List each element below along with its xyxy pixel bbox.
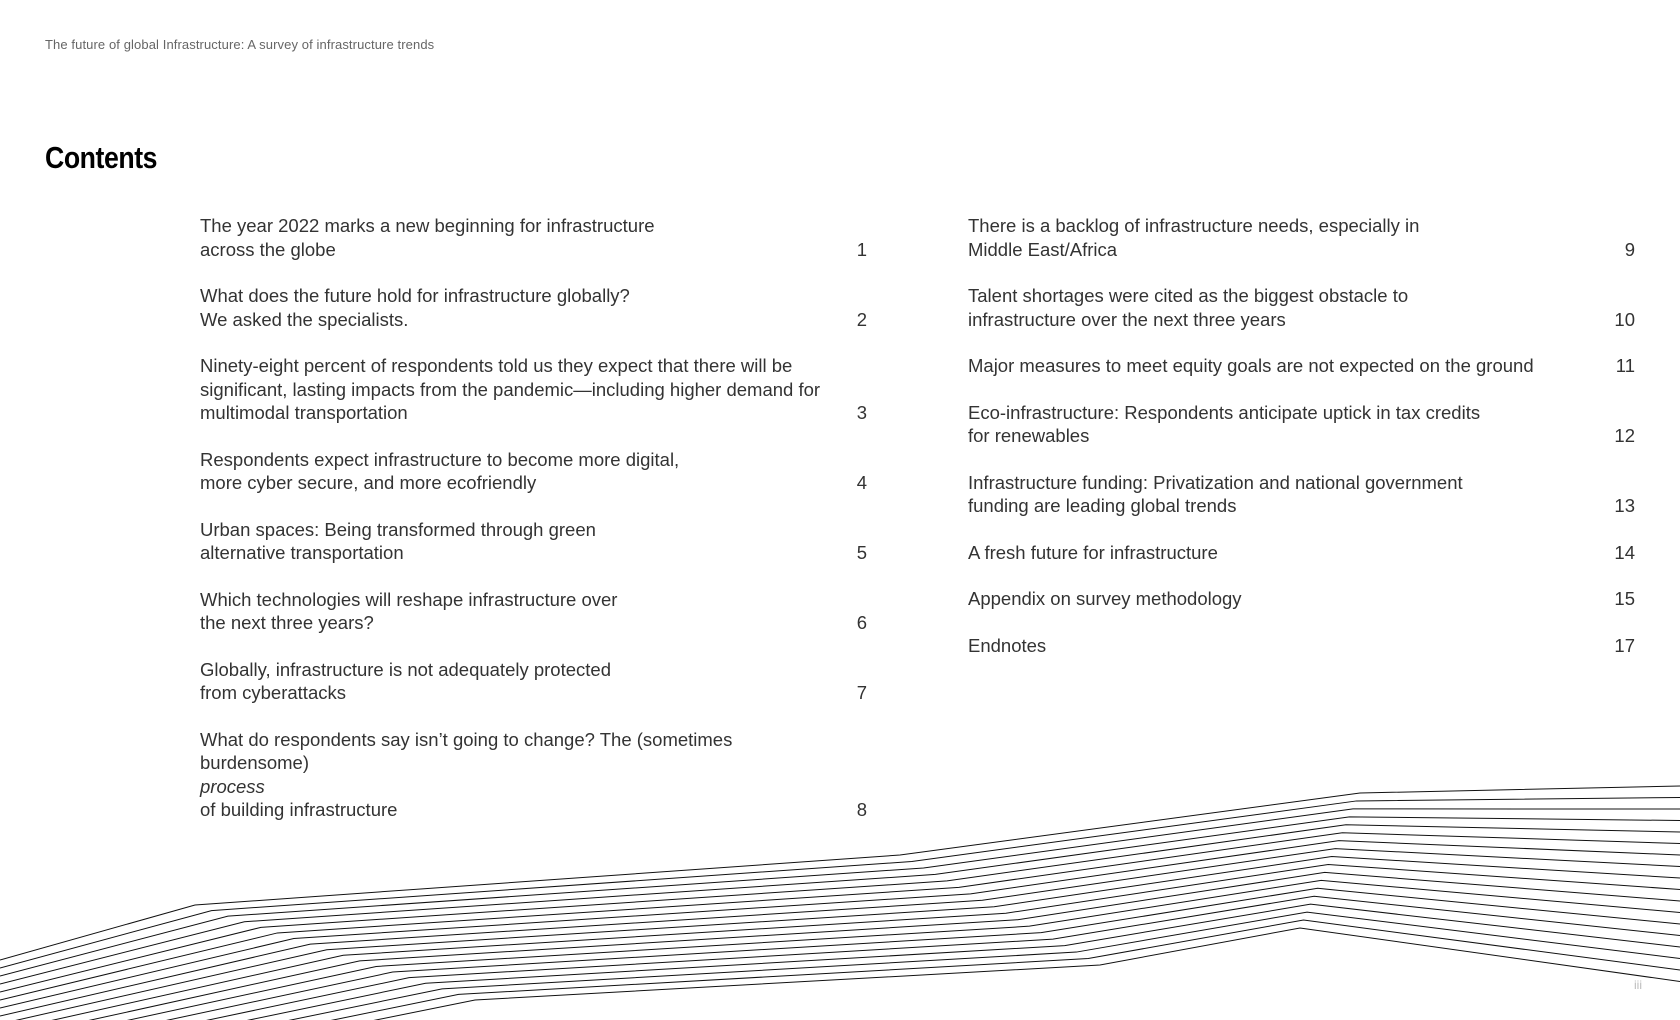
toc-entry[interactable] <box>968 214 1635 261</box>
toc-entry-title: Urban spaces: Being transformed through green alternative transportation <box>200 518 596 563</box>
toc-entry[interactable] <box>200 518 867 565</box>
page-number: iii <box>1634 978 1642 992</box>
toc-entry[interactable] <box>968 541 1635 565</box>
toc-entry[interactable] <box>968 471 1635 518</box>
toc-entry[interactable] <box>968 634 1635 658</box>
toc-entry[interactable] <box>968 284 1635 331</box>
toc-entry-title: Endnotes <box>968 634 1047 656</box>
toc-entry-title: Respondents expect infrastructure to become more digital, more cyber secure, and more ecofriendly <box>200 448 680 493</box>
toc-page-number: 11 <box>1615 355 1635 376</box>
toc-entry[interactable] <box>200 284 867 331</box>
toc-right-column <box>968 214 1635 680</box>
decorative-line-art <box>0 760 1680 1020</box>
toc-entry-title: The year 2022 marks a new beginning for infrastructure across the globe <box>200 215 655 260</box>
toc-entry-title: Infrastructure funding: Privatization and national government funding are leading global trends <box>968 471 1463 516</box>
toc-entry[interactable] <box>200 214 867 261</box>
toc-entry-title: There is a backlog of infrastructure needs, especially in Middle East/Africa <box>968 215 1420 260</box>
toc-entry[interactable] <box>200 448 867 495</box>
toc-entry-title: Appendix on survey methodology <box>968 588 1242 609</box>
toc-page-number: 8 <box>856 799 867 820</box>
toc-entry[interactable] <box>200 588 867 635</box>
running-header: The future of global Infrastructure: A survey of infrastructure trends <box>45 37 435 52</box>
toc-entry[interactable] <box>200 354 867 425</box>
toc-entry-title: Major measures to meet equity goals are not expected on the ground <box>968 355 1534 376</box>
contour-line <box>0 809 1680 976</box>
contour-line <box>0 912 1680 1020</box>
toc-entry-title: Ninety-eight percent of respondents told us they expect that there will be significant, lasting impacts from the pandemic—including higher demand for multimodal transportation <box>200 355 821 423</box>
contour-line <box>0 798 1680 969</box>
toc-page-number: 4 <box>856 472 867 493</box>
toc-left-column <box>200 214 867 845</box>
toc-page-number: 17 <box>1614 634 1635 656</box>
toc-entry-title: Talent shortages were cited as the biggest obstacle to infrastructure over the next three years <box>968 285 1409 330</box>
toc-page-number: 7 <box>856 682 867 703</box>
toc-page-number: 9 <box>1624 238 1635 260</box>
toc-page-number: 5 <box>856 542 867 563</box>
toc-page-number: 12 <box>1614 425 1635 446</box>
toc-entry[interactable] <box>968 401 1635 448</box>
toc-page-number: 10 <box>1614 308 1635 330</box>
toc-page-number: 3 <box>856 402 867 423</box>
toc-page-number: 13 <box>1614 495 1635 516</box>
toc-entry-title: What do respondents say isn’t going to change? The (sometimes burdensome) process of building infrastructure <box>200 728 733 820</box>
toc-entry[interactable] <box>968 587 1635 611</box>
toc-page-number: 2 <box>856 308 867 330</box>
toc-page-number: 15 <box>1614 588 1635 609</box>
page-title: Contents <box>45 140 158 175</box>
toc-entry[interactable] <box>968 354 1635 378</box>
toc-entry[interactable] <box>200 658 867 705</box>
contour-line <box>0 928 1680 1020</box>
contour-line <box>0 786 1680 960</box>
toc-entry-title: Which technologies will reshape infrastructure over the next three years? <box>200 588 618 633</box>
toc-page-number: 14 <box>1614 541 1635 563</box>
contour-line <box>0 841 1680 1008</box>
toc-page-number: 1 <box>856 238 867 260</box>
contour-line <box>0 920 1680 1020</box>
toc-entry-title: What does the future hold for infrastructure globally? We asked the specialists. <box>200 285 630 330</box>
toc-entry-title: Eco-infrastructure: Respondents anticipate uptick in tax credits for renewables <box>968 401 1481 446</box>
toc-entry-title: A fresh future for infrastructure <box>968 541 1218 563</box>
toc-page-number: 6 <box>856 612 867 633</box>
toc-entry-title: Globally, infrastructure is not adequately protected from cyberattacks <box>200 658 611 703</box>
